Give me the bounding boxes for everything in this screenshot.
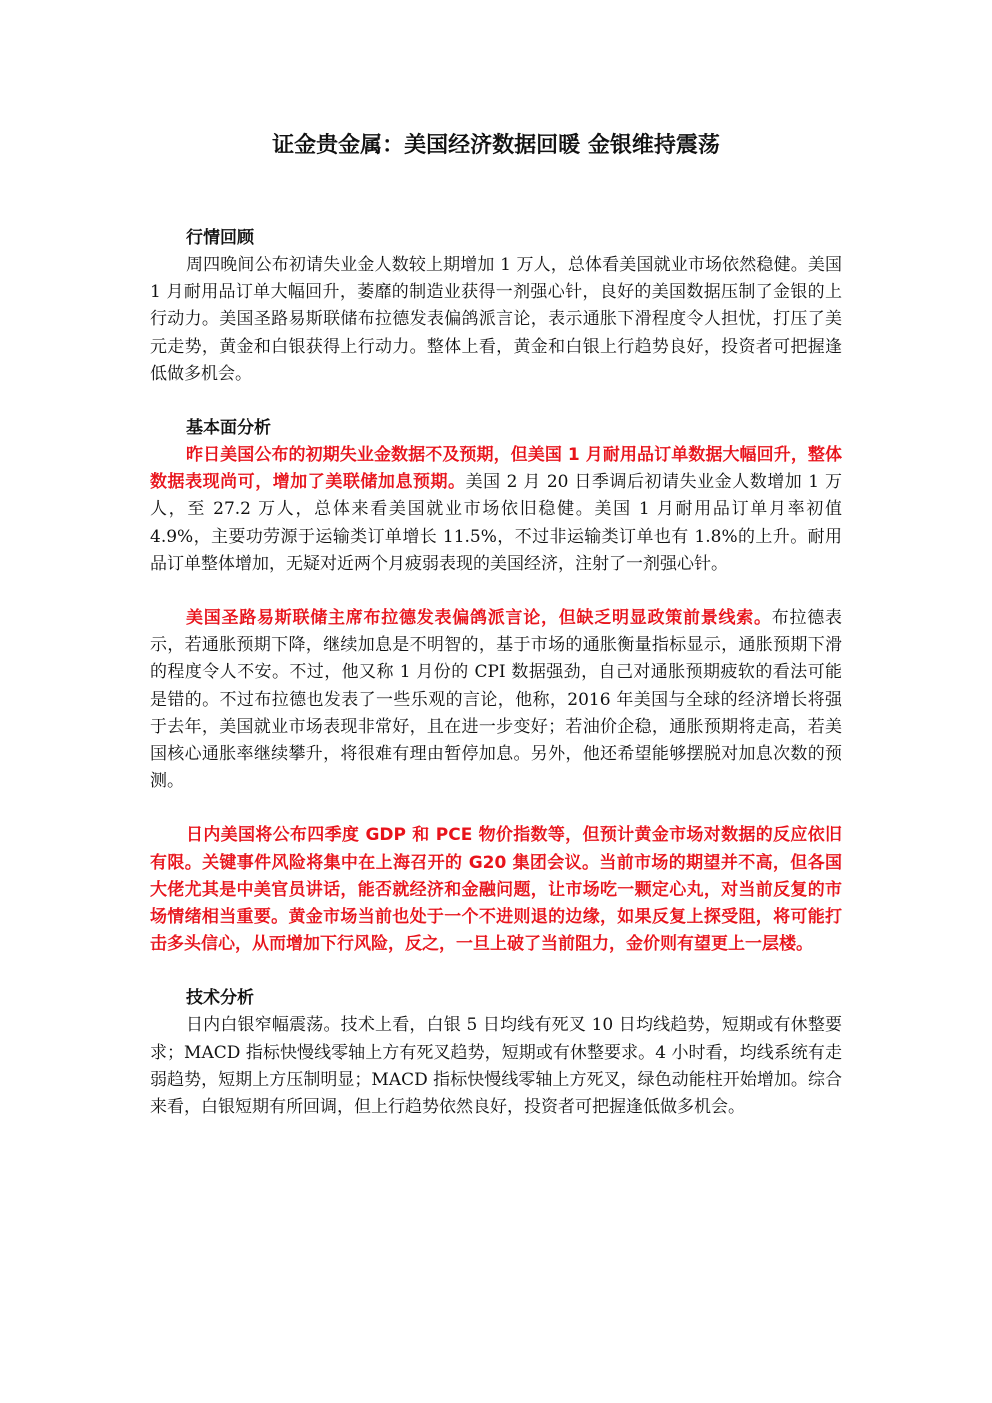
section-heading-technical: 技术分析 [186, 988, 254, 1009]
fundamental-paragraph-2 [150, 605, 842, 795]
document-title: 证金贵金属：美国经济数据回暖 金银维持震荡 [272, 133, 720, 158]
highlight-text: 昨日美国公布的初期失业金数据不及预期，但美国 1 月耐用品订单数据大幅回升，整体数据表现尚可，增加了美联储加息预期。 [150, 445, 842, 493]
document-body [150, 225, 842, 1121]
body-text: 布拉德表示，若通胀预期下降，继续加息是不明智的，基于市场的通胀衡量指标显示，通胀预期下滑的程度令人不安。不过，他又称 1 月份的 CPI 数据强劲，自己对通胀预期疲软的看法可能是错的。不过布拉德也发表了一些乐观的言论，他称，2016 年美国与全球的经济增长将强于去年，美国就业市场表现非常好，且在进一步变好；若油价企稳，通胀预期将走高，若美国核心通胀率继续攀升，将很难有理由暂停加息。另外，他还希望能够摆脱对加息次数的预测。 [150, 608, 842, 792]
review-paragraph: 周四晚间公布初请失业金人数较上期增加 1 万人，总体看美国就业市场依然稳健。美国 1 月耐用品订单大幅回升，萎靡的制造业获得一剂强心针，良好的美国数据压制了金银的上行动力。美国圣路易斯联储布拉德发表偏鸽派言论，表示通胀下滑程度令人担忧，打压了美元走势，黄金和白银获得上行动力。整体上看，黄金和白银上行趋势良好，投资者可把握逢低做多机会。 [150, 255, 842, 384]
technical-paragraph: 日内白银窄幅震荡。技术上看，白银 5 日均线有死叉 10 日均线趋势，短期或有休整要求；MACD 指标快慢线零轴上方有死叉趋势，短期或有休整要求。4 小时看，均线系统有走弱趋势，短期上方压制明显；MACD 指标快慢线零轴上方死叉，绿色动能柱开始增加。综合来看，白银短期有所回调，但上行趋势依然良好，投资者可把握逢低做多机会。 [150, 1015, 842, 1118]
fundamental-paragraph-1 [150, 442, 842, 578]
section-heading-fundamental: 基本面分析 [186, 418, 271, 439]
spacer [150, 795, 842, 822]
spacer [150, 388, 842, 415]
section-technical-analysis [150, 985, 842, 1121]
highlight-text: 美国圣路易斯联储主席布拉德发表偏鸽派言论，但缺乏明显政策前景线索。 [186, 608, 772, 629]
section-heading-review: 行情回顾 [186, 228, 254, 248]
section-fundamental-analysis [150, 415, 842, 958]
section-market-review [150, 225, 842, 388]
spacer [150, 958, 842, 985]
spacer [150, 578, 842, 605]
highlight-text: 日内美国将公布四季度 GDP 和 PCE 物价指数等，但预计黄金市场对数据的反应依旧有限。关键事件风险将集中在上海召开的 G20 集团会议。当前市场的期望并不高，但各国大佬尤其是中美官员讲话，能否就经济和金融问题，让市场吃一颗定心丸，对当前反复的市场情绪相当重要。黄金市场当前也处于一个不进则退的边缘，如果反复上探受阻，将可能打击多头信心，从而增加下行风险，反之，一旦上破了当前阻力，金价则有望更上一层楼。 [150, 825, 842, 955]
fundamental-paragraph-3 [150, 822, 842, 958]
body-text: 美国 2 月 20 日季调后初请失业金人数增加 1 万人，至 27.2 万人，总体来看美国就业市场依旧稳健。美国 1 月耐用品订单月率初值 4.9%，主要功劳源于运输类订单增长 11.5%，不过非运输类订单也有 1.8%的上升。耐用品订单整体增加，无疑对近两个月疲弱表现的美国经济，注射了一剂强心针。 [150, 472, 843, 574]
